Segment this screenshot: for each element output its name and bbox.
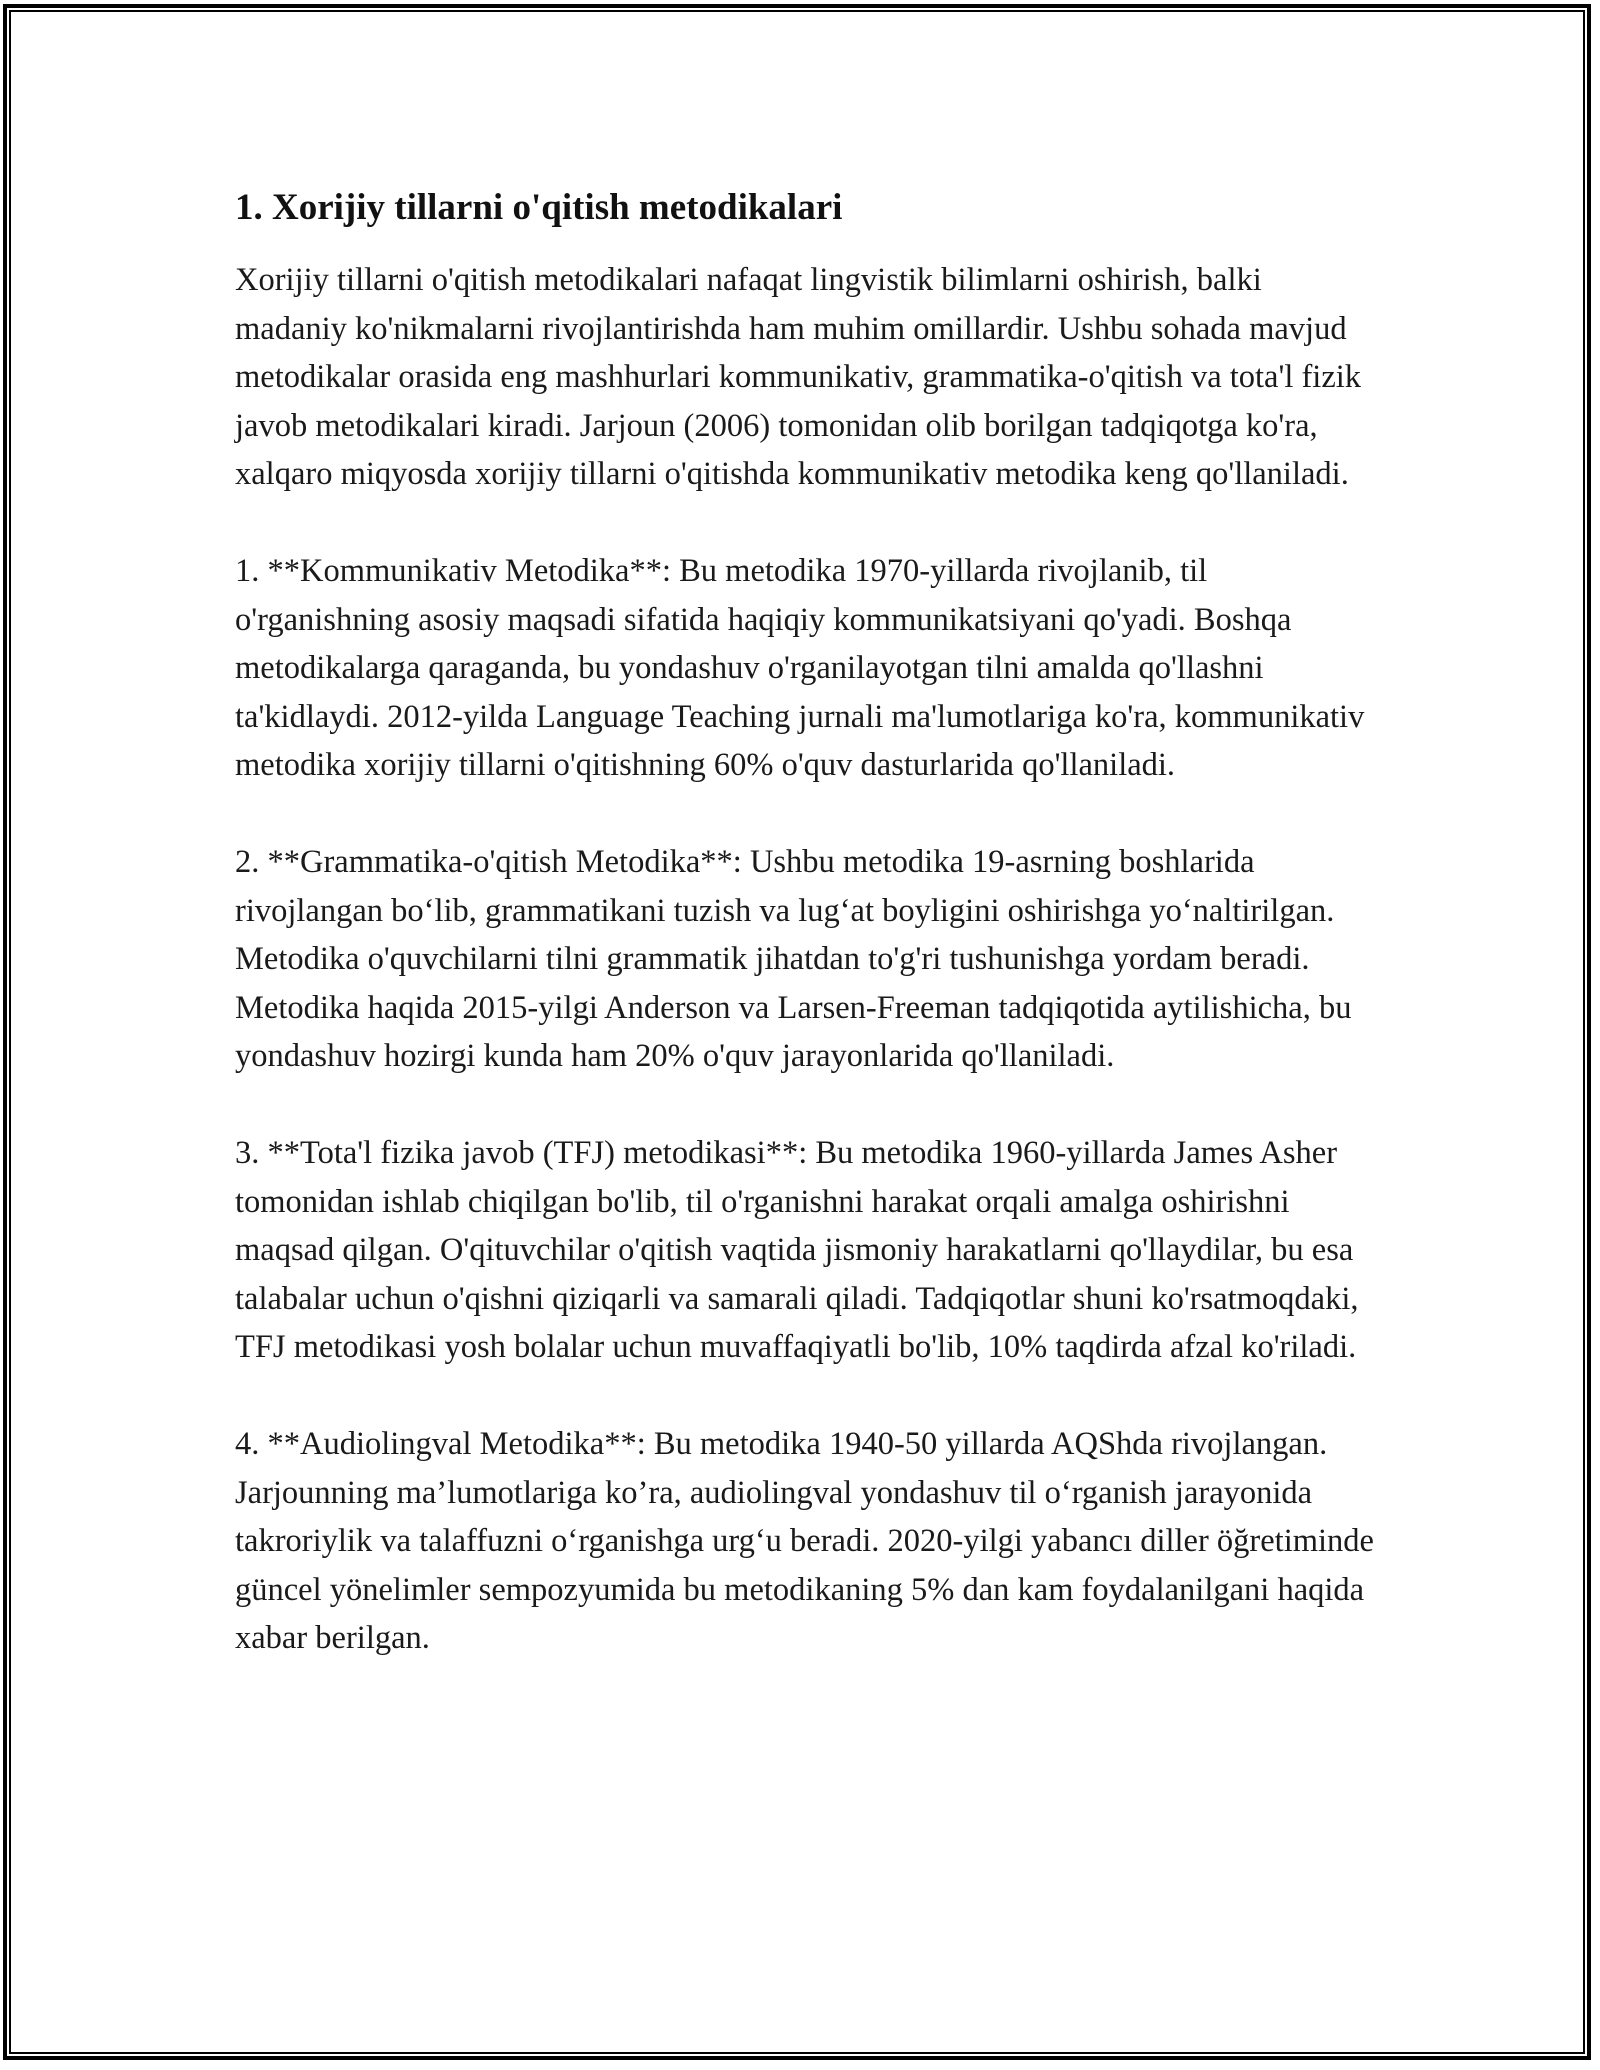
document-body xyxy=(235,184,1380,1711)
paragraph-audiolingual-method: 4. **Audiolingval Metodika**: Bu metodika 1940-50 yillarda AQShda rivojlangan. Jarjounning ma’lumotlariga ko’ra, audiolingval yondashuv til o‘rganish jarayonida takroriylik va talaffuzni o‘rganishga urg‘u beradi. 2020-yilgi yabancı diller öğretiminde güncel yönelimler sempozyumida bu metodikaning 5% dan kam foydalanilgani haqida xabar berilgan. xyxy=(235,1426,1374,1656)
paragraph-grammar-translation-method: 2. **Grammatika-o'qitish Metodika**: Ushbu metodika 19-asrning boshlarida rivojlangan bo‘lib, grammatikani tuzish va lug‘at boyligini oshirishga yo‘naltirilgan. Metodika o'quvchilarni tilni grammatik jihatdan to'g'ri tushunishga yordam beradi. Metodika haqida 2015-yilgi Anderson va Larsen-Freeman tadqiqotida aytilishicha, bu yondashuv hozirgi kunda ham 20% o'quv jarayonlarida qo'llaniladi. xyxy=(235,844,1352,1074)
section-title: 1. Xorijiy tillarni o'qitish metodikalari xyxy=(235,187,843,228)
paragraph-communicative-method: 1. **Kommunikativ Metodika**: Bu metodika 1970-yillarda rivojlanib, til o'rganishning asosiy maqsadi sifatida haqiqiy kommunikatsiyani qo'yadi. Boshqa metodikalarga qaraganda, bu yondashuv o'rganilayotgan tilni amalda qo'llashni ta'kidlaydi. 2012-yilda Language Teaching jurnali ma'lumotlariga ko'ra, kommunikativ metodika xorijiy tillarni o'qitishning 60% o'quv dasturlarida qo'llaniladi. xyxy=(235,553,1365,783)
intro-paragraph: Xorijiy tillarni o'qitish metodikalari nafaqat lingvistik bilimlarni oshirish, balki madaniy ko'nikmalarni rivojlantirishda ham muhim omillardir. Ushbu sohada mavjud metodikalar orasida eng mashhurlari kommunikativ, grammatika-o'qitish va tota'l fizik javob metodikalari kiradi. Jarjoun (2006) tomonidan olib borilgan tadqiqotga ko'ra, xalqaro miqyosda xorijiy tillarni o'qitishda kommunikativ metodika keng qo'llaniladi. xyxy=(235,262,1362,492)
paragraph-total-physical-response-method: 3. **Tota'l fizika javob (TFJ) metodikasi**: Bu metodika 1960-yillarda James Asher tomonidan ishlab chiqilgan bo'lib, til o'rganishni harakat orqali amalga oshirishni maqsad qilgan. O'qituvchilar o'qitish vaqtida jismoniy harakatlarni qo'llaydilar, bu esa talabalar uchun o'qishni qiziqarli va samarali qiladi. Tadqiqotlar shuni ko'rsatmoqdaki, TFJ metodikasi yosh bolalar uchun muvaffaqiyatli bo'lib, 10% taqdirda afzal ko'riladi. xyxy=(235,1135,1359,1365)
